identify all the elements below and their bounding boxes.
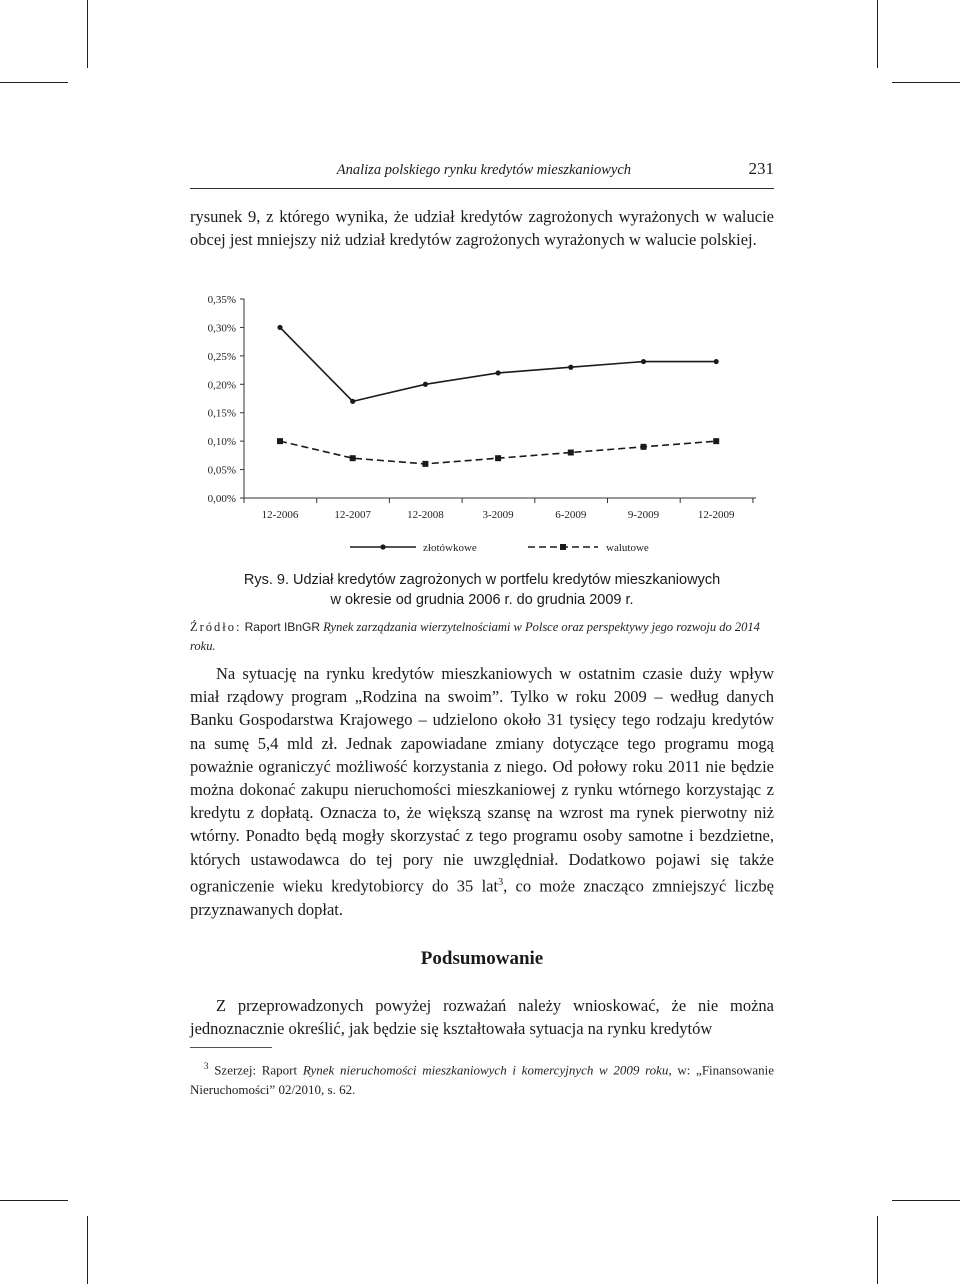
y-tick-label: 0,05% — [207, 464, 236, 477]
point-0 — [496, 370, 501, 375]
footnote-suffix: , w: „Finansowanie Nieruchomości” 02/2010, s. 62. — [190, 1062, 775, 1098]
crop-mark — [0, 82, 68, 83]
x-tick-label: 6-2009 — [555, 509, 587, 521]
point-0 — [350, 399, 355, 404]
caption-line-2: w okresie od grudnia 2006 r. do grudnia 2009 r. — [330, 592, 634, 608]
source-label: Źródło: — [190, 620, 242, 634]
legend-label-1: walutowe — [606, 542, 649, 554]
source-prefix: Raport IBnGR — [244, 620, 320, 634]
body-paragraph — [190, 662, 774, 921]
footnote-number: 3 — [204, 1061, 209, 1071]
legend-marker-1 — [560, 544, 566, 550]
legend-label-0: złotówkowe — [423, 542, 477, 554]
footnote — [190, 1056, 774, 1100]
y-tick-label: 0,35% — [207, 294, 236, 306]
y-tick-label: 0,15% — [207, 407, 236, 420]
y-tick-label: 0,20% — [207, 379, 236, 392]
footnote-prefix: Szerzej: Raport — [214, 1062, 298, 1078]
point-1 — [641, 444, 647, 450]
crop-mark — [0, 1200, 68, 1201]
running-header — [190, 158, 774, 189]
line-chart — [190, 285, 774, 570]
page-number: 231 — [748, 159, 774, 178]
footnote-title: Rynek nieruchomości mieszkaniowych i komercyjnych w 2009 roku — [302, 1062, 669, 1078]
y-tick-label: 0,25% — [207, 350, 236, 363]
x-tick-label: 12-2009 — [697, 509, 735, 521]
running-title: Analiza polskiego rynku kredytów mieszkaniowych — [336, 162, 631, 178]
point-1 — [713, 438, 719, 444]
crop-mark — [87, 1216, 88, 1284]
point-1 — [495, 455, 501, 461]
figure-caption — [190, 570, 774, 610]
x-tick-label: 9-2009 — [627, 509, 660, 521]
point-0 — [641, 359, 646, 364]
crop-mark — [877, 0, 878, 68]
point-0 — [277, 325, 282, 330]
x-tick-label: 3-2009 — [482, 509, 514, 521]
figure-source — [190, 618, 774, 656]
x-tick-label: 12-2007 — [334, 509, 372, 521]
x-tick-label: 12-2008 — [407, 509, 444, 521]
point-0 — [568, 365, 573, 370]
crop-mark — [877, 1216, 878, 1284]
body-text-end: , co może znacząco zmniejszyć liczbę przyznawanych dopłat. — [190, 876, 775, 919]
legend-marker-0 — [380, 544, 385, 549]
y-tick-label: 0,10% — [207, 436, 236, 449]
series-line-0 — [280, 327, 716, 401]
crop-mark — [892, 82, 960, 83]
y-tick-label: 0,30% — [207, 322, 236, 335]
point-1 — [568, 450, 574, 456]
point-1 — [277, 438, 283, 444]
crop-mark — [892, 1200, 960, 1201]
summary-paragraph — [190, 994, 774, 1040]
footnote-rule — [190, 1047, 272, 1048]
point-0 — [423, 382, 428, 387]
caption-line-1: Rys. 9. Udział kredytów zagrożonych w portfelu kredytów mieszkaniowych — [243, 572, 721, 588]
x-tick-label: 12-2006 — [261, 509, 299, 521]
point-1 — [350, 455, 356, 461]
intro-text: rysunek 9, z którego wynika, że udział kredytów zagrożonych wyrażonych w walucie obcej jest mniejszy niż udział kredytów zagrożonych wyrażonych w walucie polskiej. — [190, 207, 774, 250]
intro-paragraph — [190, 205, 774, 251]
section-title: Podsumowanie — [420, 948, 544, 969]
point-0 — [714, 359, 719, 364]
crop-mark — [87, 0, 88, 68]
y-tick-label: 0,00% — [207, 493, 236, 505]
point-1 — [422, 461, 428, 467]
source-title: Rynek zarządzania wierzytelnościami w Polsce oraz perspektywy jego rozwoju do 2014 roku. — [190, 620, 760, 653]
footnote-ref: 3 — [498, 876, 504, 888]
body-text: Na sytuację na rynku kredytów mieszkaniowych w ostatnim czasie duży wpływ miał rządowy program „Rodzina na swoim”. Tylko w roku 2009 – według danych Banku Gospodarstwa Krajowego – udzielono około 31 tysięcy tego rodzaju kredytów na sumę 5,4 mld zł. Jednak zapowiadane zmiany dotyczące tego programu mogą poważnie ograniczyć możliwość korzystania z niego. Od połowy roku 2011 nie będzie można dokonać zakupu nieruchomości mieszkaniowej z rynku wtórnego korzystając z kredytu z dopłatą. Oznacza to, że większą szansę na wzrost ma rynek pierwotny niż wtórny. Ponadto będą mogły skorzystać z tego programu osoby samotne i bezdzietne, których ustawodawca do tej pory nie uwzględniał. Dodatkowo pojawi się także ograniczenie wieku kredytobiorcy do 35 lat — [190, 664, 774, 896]
summary-text: Z przeprowadzonych powyżej rozważań należy wnioskować, że nie można jednoznacznie określić, jak będzie się kształtowała sytuacja na rynku kredytów — [190, 996, 774, 1039]
